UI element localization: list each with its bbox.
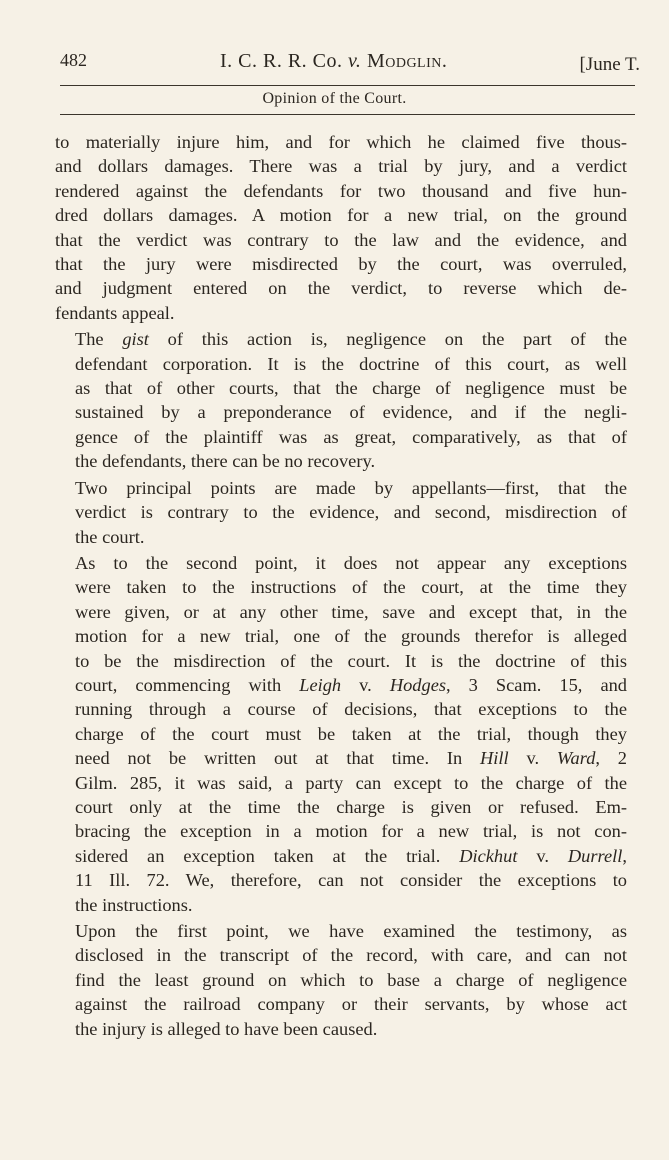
- text-line: the defendants, there can be no recovery.: [75, 451, 376, 472]
- text-line: gence of the plaintiff was as great, comparatively, as that of: [75, 426, 627, 447]
- text-line: running through a course of decisions, that exceptions to the: [75, 699, 627, 720]
- paragraph-4: [55, 551, 627, 917]
- text-fragment: sidered an exception taken at the trial.: [75, 845, 460, 866]
- text-line: fendants appeal.: [55, 302, 175, 323]
- text-line-citation: [55, 673, 627, 697]
- text-line-citation: [55, 844, 627, 868]
- text-fragment: court, commencing with: [75, 674, 300, 695]
- paragraph-1: [55, 130, 627, 325]
- text-line: were taken to the instructions of the court, at the time they: [75, 577, 627, 598]
- text-line: to be the misdirection of the court. It is the doctrine of this: [75, 650, 627, 671]
- text-line: and dollars damages. There was a trial by jury, and a verdict: [55, 156, 627, 177]
- text-line: [55, 327, 627, 351]
- text-line: verdict is contrary to the evidence, and second, misdirection of: [75, 502, 627, 523]
- text-line: were given, or at any other time, save and except that, in the: [75, 601, 627, 622]
- text-line: charge of the court must be taken at the trial, though they: [75, 723, 627, 744]
- text-fragment: ,: [622, 845, 627, 866]
- text-line: against the railroad company or their servants, by whose act: [75, 994, 627, 1015]
- text-fragment: v.: [341, 674, 390, 695]
- text-line: as that of other courts, that the charge of negligence must be: [75, 378, 627, 399]
- text-fragment: of this action is, negligence on the part of the: [148, 329, 627, 350]
- case-name: Dickhut: [459, 845, 518, 866]
- text-line: dred dollars damages. A motion for a new trial, on the ground: [55, 205, 627, 226]
- paragraph-2: [55, 327, 627, 473]
- paragraph-3: [55, 476, 627, 549]
- text-fragment: , 3 Scam. 15, and: [446, 674, 627, 695]
- text-line: disclosed in the transcript of the record, with care, and can not: [75, 945, 627, 966]
- section-subheading: Opinion of the Court.: [262, 90, 407, 107]
- case-name: Durrell: [567, 845, 623, 866]
- text-line: 11 Ill. 72. We, therefore, can not consider the exceptions to: [75, 870, 627, 891]
- case-name: Ward: [556, 748, 596, 769]
- text-line: Upon the first point, we have examined the testimony, as: [75, 921, 627, 941]
- case-name: Leigh: [299, 674, 342, 695]
- text-line: rendered against the defendants for two thousand and five hun-: [55, 180, 627, 201]
- subheading-rule: [60, 114, 635, 115]
- text-fragment: The: [75, 329, 123, 350]
- page-number: 482: [60, 50, 87, 70]
- text-line: As to the second point, it does not appear any exceptions: [75, 552, 627, 573]
- text-line: motion for a new trial, one of the grounds therefor is alleged: [75, 626, 627, 647]
- text-line: court only at the time the charge is given or refused. Em-: [75, 796, 627, 817]
- text-line: defendant corporation. It is the doctrine of this court, as well: [75, 353, 627, 374]
- paragraph-5: [55, 919, 627, 1041]
- text-line: Gilm. 285, it was said, a party can except to the charge of the: [75, 772, 627, 793]
- text-line: the injury is alleged to have been caused.: [75, 1018, 378, 1039]
- text-fragment: need not be written out at that time. In: [75, 748, 481, 769]
- text-line: find the least ground on which to base a charge of negligence: [75, 969, 627, 990]
- text-line: to materially injure him, and for which he claimed five thous-: [55, 132, 627, 152]
- text-line: and judgment entered on the verdict, to reverse which de-: [55, 278, 627, 299]
- text-line-citation: [55, 746, 627, 770]
- text-fragment: v.: [508, 748, 557, 769]
- text-line: sustained by a preponderance of evidence, and if the negli-: [75, 402, 627, 423]
- case-name: Hodges: [389, 674, 447, 695]
- case-title-prefix: I. C. R. R. Co.: [220, 50, 343, 72]
- court-term: [June T.: [579, 54, 640, 75]
- running-header: [60, 46, 640, 76]
- text-line: that the verdict was contrary to the law and the evidence, and: [55, 229, 627, 250]
- text-line: Two principal points are made by appellants—first, that the: [75, 477, 627, 498]
- text-line: that the jury were misdirected by the court, was overruled,: [55, 254, 627, 275]
- header-rule: [60, 85, 635, 86]
- text-line: the court.: [75, 526, 145, 547]
- text-fragment: v.: [517, 845, 568, 866]
- case-title-party: Modglin.: [366, 50, 448, 72]
- opinion-text: [55, 130, 627, 1041]
- text-fragment: , 2: [595, 748, 627, 769]
- text-line: bracing the exception in a motion for a new trial, is not con-: [75, 821, 627, 842]
- text-line: the instructions.: [75, 894, 193, 915]
- italic-term-gist: gist: [122, 329, 149, 350]
- case-title: [220, 50, 447, 73]
- case-title-v: v.: [348, 50, 362, 72]
- case-name: Hill: [480, 748, 509, 769]
